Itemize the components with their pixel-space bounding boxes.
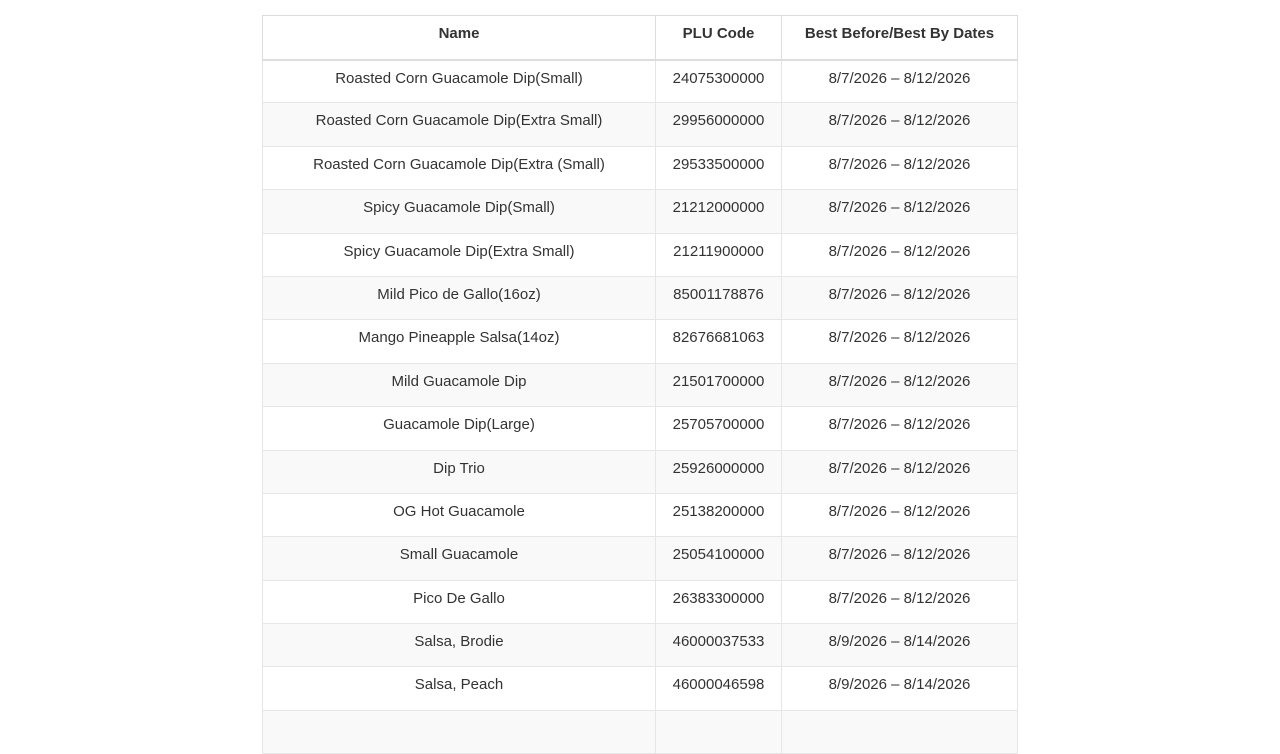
table-row: [263, 537, 1018, 580]
column-header-plu-code: PLU Code: [656, 16, 782, 60]
plu-code-cell: 25138200000: [656, 493, 782, 536]
table-row: [263, 233, 1018, 276]
best-before-dates-cell: 8/7/2026 – 8/12/2026: [782, 190, 1018, 233]
product-name-cell: Dip Trio: [263, 450, 656, 493]
plu-code-cell: 25705700000: [656, 407, 782, 450]
table-row: [263, 624, 1018, 667]
plu-code-cell: 46000046598: [656, 667, 782, 710]
recall-products-table: [262, 15, 1018, 754]
product-name-cell: Roasted Corn Guacamole Dip(Extra (Small): [263, 146, 656, 189]
table-row: [263, 710, 1018, 753]
table-row: [263, 60, 1018, 103]
header-row: [263, 16, 1018, 60]
best-before-dates-cell: 8/7/2026 – 8/12/2026: [782, 493, 1018, 536]
best-before-dates-cell: 8/7/2026 – 8/12/2026: [782, 537, 1018, 580]
table-row: [263, 407, 1018, 450]
plu-code-cell: 29956000000: [656, 103, 782, 146]
plu-code-cell: 82676681063: [656, 320, 782, 363]
best-before-dates-cell: [782, 710, 1018, 753]
plu-code-cell: 21501700000: [656, 363, 782, 406]
plu-code-cell: 26383300000: [656, 580, 782, 623]
plu-code-cell: 21212000000: [656, 190, 782, 233]
best-before-dates-cell: 8/7/2026 – 8/12/2026: [782, 320, 1018, 363]
table-row: [263, 363, 1018, 406]
product-name-cell: Pico De Gallo: [263, 580, 656, 623]
table-row: [263, 580, 1018, 623]
best-before-dates-cell: 8/7/2026 – 8/12/2026: [782, 146, 1018, 189]
plu-code-cell: 25054100000: [656, 537, 782, 580]
product-name-cell: Mild Guacamole Dip: [263, 363, 656, 406]
plu-code-cell: 29533500000: [656, 146, 782, 189]
column-header-best-before-dates: Best Before/Best By Dates: [782, 16, 1018, 60]
best-before-dates-cell: 8/7/2026 – 8/12/2026: [782, 363, 1018, 406]
product-name-cell: Mango Pineapple Salsa(14oz): [263, 320, 656, 363]
product-name-cell: Salsa, Peach: [263, 667, 656, 710]
table-body: [263, 60, 1018, 754]
product-name-cell: Spicy Guacamole Dip(Extra Small): [263, 233, 656, 276]
best-before-dates-cell: 8/7/2026 – 8/12/2026: [782, 276, 1018, 319]
table-row: [263, 493, 1018, 536]
best-before-dates-cell: 8/7/2026 – 8/12/2026: [782, 60, 1018, 103]
column-header-name: Name: [263, 16, 656, 60]
table-row: [263, 276, 1018, 319]
table-row: [263, 103, 1018, 146]
plu-code-cell: 85001178876: [656, 276, 782, 319]
best-before-dates-cell: 8/7/2026 – 8/12/2026: [782, 103, 1018, 146]
best-before-dates-cell: 8/7/2026 – 8/12/2026: [782, 450, 1018, 493]
product-name-cell: [263, 710, 656, 753]
product-name-cell: OG Hot Guacamole: [263, 493, 656, 536]
product-name-cell: Mild Pico de Gallo(16oz): [263, 276, 656, 319]
table-row: [263, 450, 1018, 493]
recall-table-container: [262, 15, 1017, 754]
table-row: [263, 667, 1018, 710]
best-before-dates-cell: 8/7/2026 – 8/12/2026: [782, 580, 1018, 623]
product-name-cell: Guacamole Dip(Large): [263, 407, 656, 450]
product-name-cell: Salsa, Brodie: [263, 624, 656, 667]
best-before-dates-cell: 8/9/2026 – 8/14/2026: [782, 667, 1018, 710]
product-name-cell: Roasted Corn Guacamole Dip(Extra Small): [263, 103, 656, 146]
table-row: [263, 146, 1018, 189]
product-name-cell: Roasted Corn Guacamole Dip(Small): [263, 60, 656, 103]
plu-code-cell: [656, 710, 782, 753]
best-before-dates-cell: 8/7/2026 – 8/12/2026: [782, 233, 1018, 276]
best-before-dates-cell: 8/9/2026 – 8/14/2026: [782, 624, 1018, 667]
table-row: [263, 190, 1018, 233]
table-row: [263, 320, 1018, 363]
table-header: [263, 16, 1018, 60]
plu-code-cell: 46000037533: [656, 624, 782, 667]
plu-code-cell: 24075300000: [656, 60, 782, 103]
plu-code-cell: 21211900000: [656, 233, 782, 276]
plu-code-cell: 25926000000: [656, 450, 782, 493]
product-name-cell: Small Guacamole: [263, 537, 656, 580]
best-before-dates-cell: 8/7/2026 – 8/12/2026: [782, 407, 1018, 450]
product-name-cell: Spicy Guacamole Dip(Small): [263, 190, 656, 233]
